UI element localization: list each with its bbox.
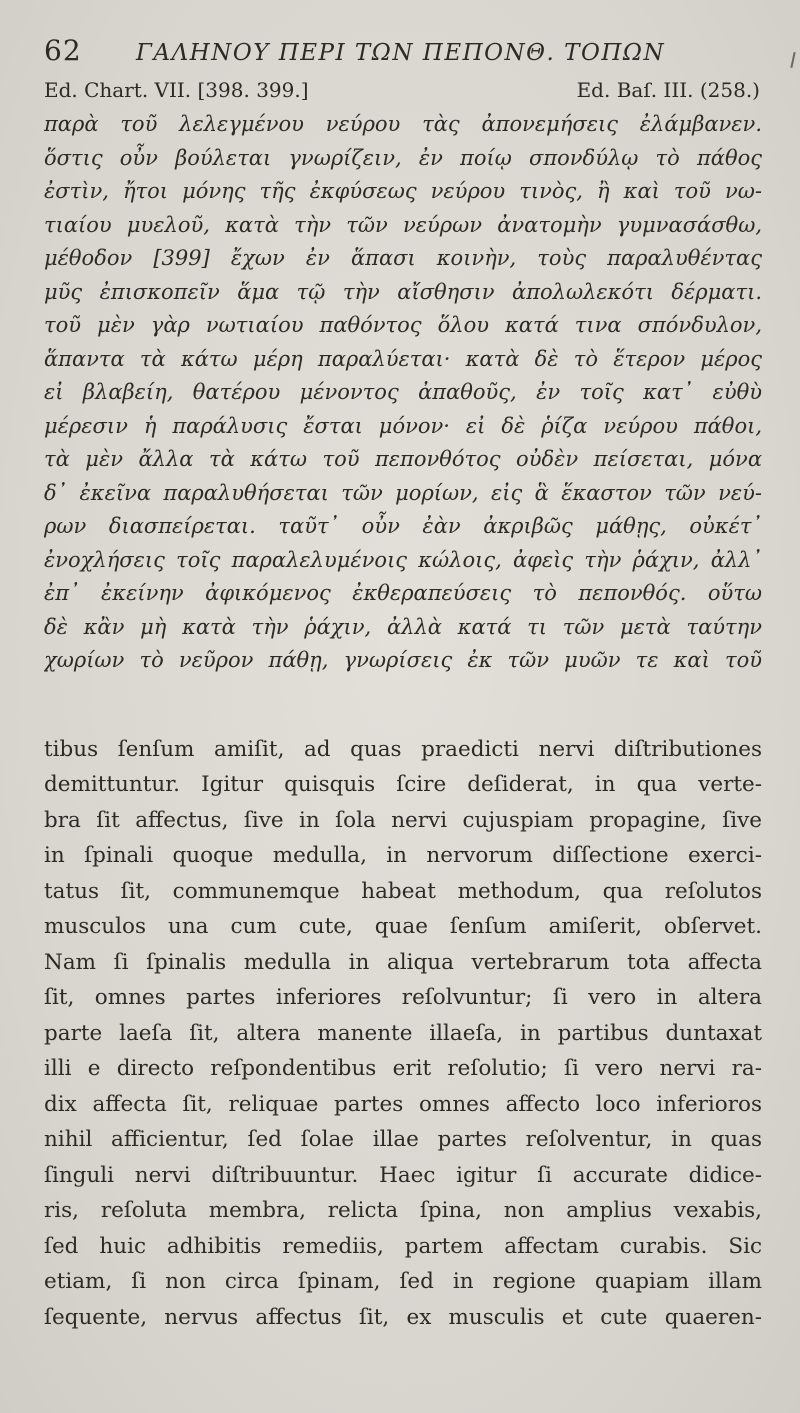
greek-line: δὲ κἂν μὴ κατὰ τὴν ῥάχιν, ἀλλὰ κατά τι τῶν μετὰ ταύτην [44,614,762,639]
latin-line: ſinguli nervi diſtribuuntur. Haec igitur ſi accurate didice- [44,1162,762,1188]
greek-line: ὅστις οὖν βούλεται γνωρίζειν, ἐν ποίῳ σπονδύλῳ τὸ πάθος [44,145,762,170]
greek-line: δ᾽ ἐκεῖνα παραλυθήσεται τῶν μορίων, εἰς ἃ ἕκαστον τῶν νεύ- [44,480,762,505]
latin-line: demittuntur. Igitur quisquis ſcire deſiderat, in qua verte- [44,772,762,797]
greek-text [44,108,762,678]
greek-line: εἰ βλαβείη, θατέρου μένοντος ἀπαθοῦς, ἐν τοῖς κατ᾽ εὐθὺ [44,380,762,404]
edition-chartier: Ed. Chart. VII. [398. 399.] [44,78,309,102]
greek-line: ἐπ᾽ ἐκείνην ἀφικόμενος ἐκθεραπεύσεις τὸ πεπονθός. οὕτω [44,581,762,605]
greek-line: χωρίων τὸ νεῦρον πάθῃ, γνωρίσεις ἐκ τῶν μυῶν τε καὶ τοῦ [44,648,762,672]
latin-line: nihil afficientur, ſed ſolae illae partes reſolventur, in quas [44,1127,762,1152]
edition-references [44,78,762,108]
latin-line: etiam, ſi non circa ſpinam, ſed in regione quapiam illam [44,1269,762,1294]
latin-line: ſed huic adhibitis remediis, partem affectam curabis. Sic [44,1233,762,1259]
greek-line: τοῦ μὲν γὰρ νωτιαίου παθόντος ὅλου κατά τινα σπόνδυλον, [44,313,762,337]
greek-line: τὰ μὲν ἄλλα τὰ κάτω τοῦ πεπονθότος οὐδὲν πείσεται, μόνα [44,447,762,471]
latin-line: Nam ſi ſpinalis medulla in aliqua vertebrarum tota affecta [44,949,762,975]
latin-line: ſit, omnes partes inferiores reſolvuntur; ſi vero in altera [44,985,762,1010]
greek-line: μῦς ἐπισκοπεῖν ἅμα τῷ τὴν αἴσθησιν ἀπολωλεκότι δέρματι. [44,279,762,304]
page-number: 62 [44,34,82,67]
greek-line: παρὰ τοῦ λελεγμένου νεύρου τὰς ἀπονεμήσεις ἐλάμβανεν. [44,112,762,136]
latin-line: illi e directo reſpondentibus erit reſolutio; ſi vero nervi ra- [44,1056,762,1081]
greek-line: μέρεσιν ἡ παράλυσις ἔσται μόνον· εἰ δὲ ῥίζα νεύρου πάθοι, [44,413,762,438]
greek-line: ἅπαντα τὰ κάτω μέρη παραλύεται· κατὰ δὲ τὸ ἕτερον μέρος [44,346,762,371]
margin-mark [790,52,795,68]
greek-line: μέθοδον [399] ἔχων ἐν ἅπασι κοινὴν, τοὺς παραλυθέντας [44,246,762,270]
latin-line: in ſpinali quoque medulla, in nervorum diſſectione exerci- [44,843,762,868]
section-gap [44,678,762,732]
latin-line: ſequente, nervus affectus ſit, ex musculis et cute quaeren- [44,1304,762,1330]
latin-line: musculos una cum cute, quae ſenſum amiſerit, obſervet. [44,914,762,939]
page-header [44,0,762,72]
edition-basel: Ed. Baſ. III. (258.) [576,78,760,102]
greek-line: ἐστὶν, ἤτοι μόνης τῆς ἐκφύσεως νεύρου τινὸς, ἢ καὶ τοῦ νω- [44,179,762,203]
latin-line: parte laeſa ſit, altera manente illaeſa, in partibus duntaxat [44,1020,762,1046]
greek-line: ρων διασπείρεται. ταῦτ᾽ οὖν ἐὰν ἀκριβῶς μάθῃς, οὐκέτ᾽ [44,514,762,538]
greek-line: τιαίου μυελοῦ, κατὰ τὴν τῶν νεύρων ἀνατομὴν γυμνασάσθω, [44,212,762,237]
latin-text [44,732,762,1336]
latin-line: tatus ſit, communemque habeat methodum, qua reſolutos [44,878,762,904]
running-title: ΓΑΛΗΝΟΥ ΠΕΡΙ ΤΩΝ ΠΕΠΟΝΘ. ΤΟΠΩΝ [136,40,666,66]
latin-line: tibus ſenſum amiſit, ad quas praedicti nervi diſtributiones [44,736,762,762]
latin-line: bra ſit affectus, ſive in ſola nervi cujuspiam propagine, ſive [44,807,762,833]
greek-line: ἐνοχλήσεις τοῖς παραλελυμένοις κώλοις, ἀφεὶς τὴν ῥάχιν, ἀλλ᾽ [44,547,762,572]
latin-line: ris, reſoluta membra, relicta ſpina, non amplius vexabis, [44,1198,762,1223]
latin-line: dix affecta ſit, reliquae partes omnes affecto loco inferioros [44,1091,762,1117]
